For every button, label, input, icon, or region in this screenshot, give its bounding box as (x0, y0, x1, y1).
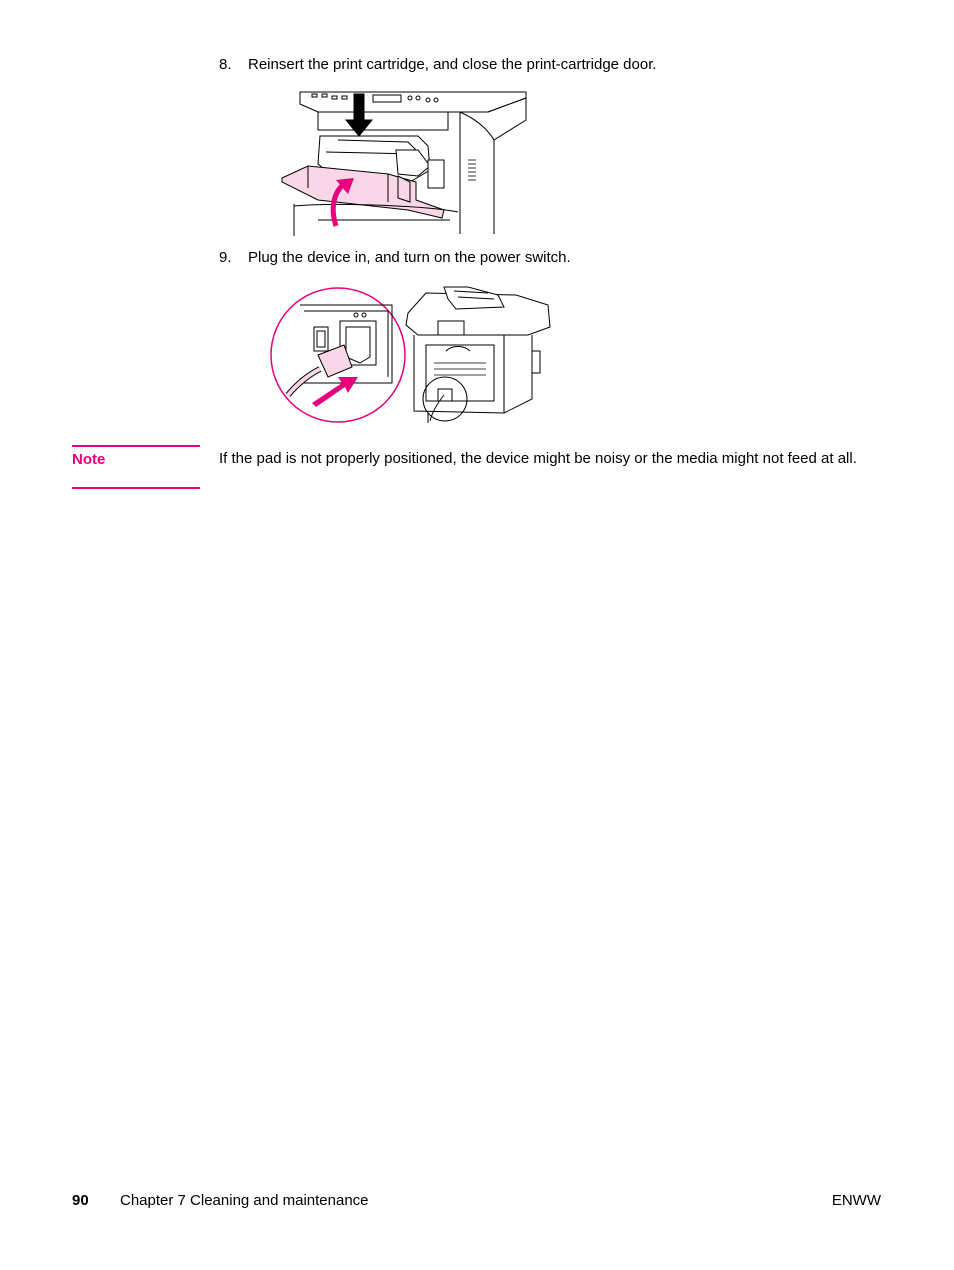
power-cord-illustration (268, 283, 552, 425)
step-text: Reinsert the print cartridge, and close the print-cartridge door. (248, 56, 657, 73)
cartridge-illustration (278, 90, 530, 236)
step-9 (219, 249, 571, 267)
note-rule-bottom (72, 487, 200, 489)
footer-right-label: ENWW (831, 1192, 881, 1209)
note-text: If the pad is not properly positioned, the device might be noisy or the media might not feed at all. (219, 450, 857, 467)
step-text: Plug the device in, and turn on the power switch. (248, 249, 571, 266)
footer-chapter-title: Chapter 7 Cleaning and maintenance (120, 1192, 369, 1209)
footer-page-number: 90 (72, 1192, 89, 1209)
step-number: 8. (219, 56, 232, 73)
step-8 (219, 56, 657, 74)
note-rule-top (72, 445, 200, 447)
step-number: 9. (219, 249, 232, 266)
note-label: Note (72, 451, 106, 468)
